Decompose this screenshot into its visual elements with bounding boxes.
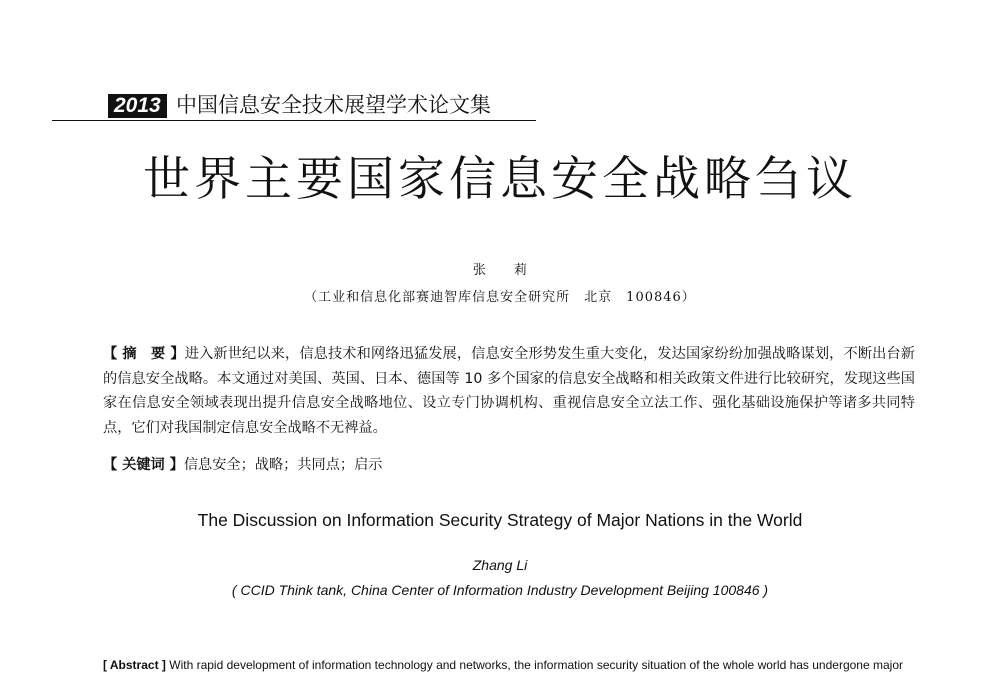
keywords-cn — [103, 455, 915, 475]
affiliation-en: ( CCID Think tank, China Center of Information Industry Development Beijing 100846 ) — [231, 582, 769, 598]
author-en: Zhang Li — [472, 557, 528, 573]
abstract-text: 进入新世纪以来，信息技术和网络迅猛发展，信息安全形势发生重大变化，发达国家纷纷加强战略谋划，不断出台新的信息安全战略。本文通过对美国、英国、日本、德国等 10 多个国家的信息安全战略和相关政策文件进行比较研究，发现这些国家在信息安全领域表现出提升信息安全战略地位、设立专门协调机构、重视信息安全立法工作、强化基础设施保护等诸多共同特点，它们对我国制定信息安全战略不无裨益。 — [103, 346, 915, 436]
abstract-en-text: With rapid development of information technology and networks, the information security situation of the whole world has undergone major — [169, 658, 903, 672]
abstract-en-partial — [103, 657, 915, 673]
author-cn: 张 莉 — [472, 263, 540, 278]
abstract-label: 【 摘 要 】 — [103, 346, 185, 362]
paper-title-en: The Discussion on Information Security Strategy of Major Nations in the World — [197, 510, 803, 530]
running-header — [52, 90, 536, 121]
paper-title-cn: 世界主要国家信息安全战略刍议 — [143, 152, 857, 207]
abstract-en-label: [ Abstract ] — [103, 658, 166, 672]
keywords-text: 信息安全；战略；共同点；启示 — [183, 457, 383, 473]
keywords-label: 【 关键词 】 — [103, 457, 184, 473]
header-year-badge: 2013 — [108, 94, 167, 118]
affiliation-cn: （工业和信息化部赛迪智库信息安全研究所 北京 100846） — [304, 290, 696, 305]
abstract-cn — [103, 342, 915, 440]
header-collection-title: 中国信息安全技术展望学术论文集 — [176, 93, 491, 117]
